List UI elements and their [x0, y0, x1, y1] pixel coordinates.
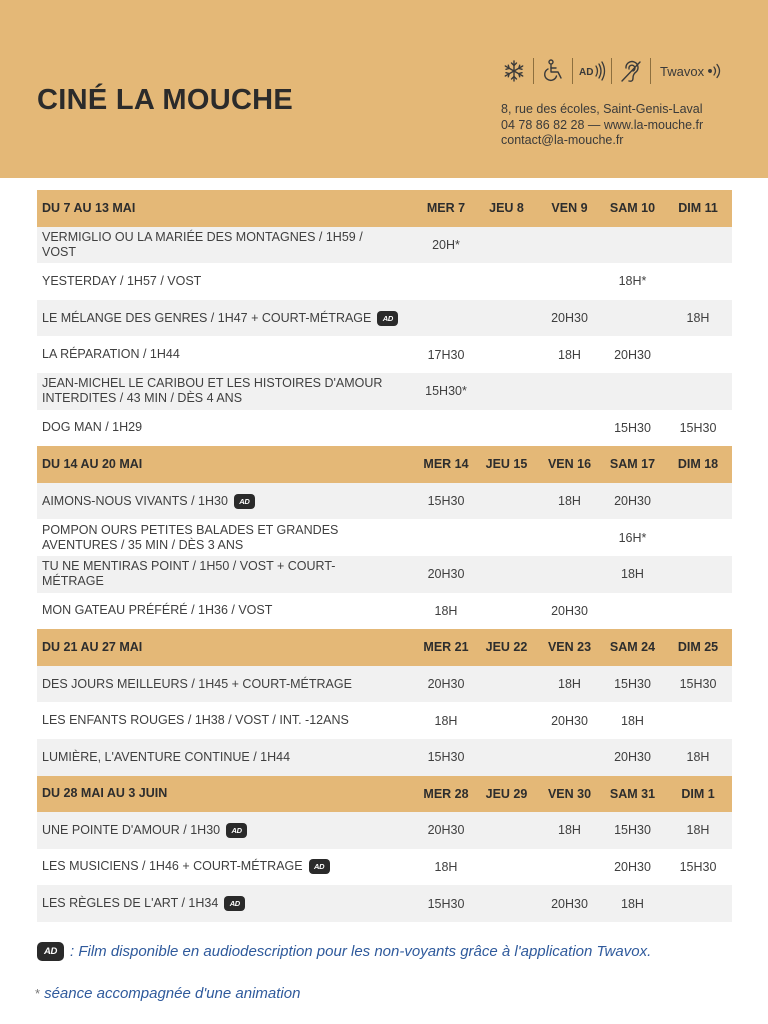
- legend-audiodescription-text: : Film disponible en audiodescription pour les non-voyants grâce à l'application Twavox.: [70, 943, 652, 960]
- week-header-row: [37, 446, 732, 483]
- snowflake-icon: [498, 55, 530, 87]
- film-title-cell: [37, 823, 417, 838]
- showtime-cell: 20H30: [614, 347, 651, 362]
- week-header-row: [37, 190, 732, 227]
- showtime-cell: 20H30: [614, 859, 651, 874]
- day-header: DIM 11: [678, 201, 718, 216]
- showtime-cell: 15H30*: [425, 384, 467, 399]
- audio-description-badge-icon: AD: [37, 942, 64, 961]
- film-title: LE MÉLANGE DES GENRES / 1H47 + COURT-MÉTRAGE: [42, 310, 372, 325]
- legend-animation: [35, 985, 300, 1002]
- day-header: MER 7: [426, 201, 466, 216]
- showtime-cell: 18H: [686, 750, 710, 765]
- film-row: [37, 483, 732, 520]
- film-title: LUMIÈRE, L'AVENTURE CONTINUE / 1H44: [42, 749, 291, 764]
- showtime-cell: 18H: [558, 347, 581, 362]
- film-row: [37, 593, 732, 630]
- address-line: 8, rue des écoles, Saint-Genis-Laval: [501, 102, 703, 116]
- film-row: [37, 666, 732, 703]
- film-title-cell: [37, 274, 417, 289]
- film-title-cell: [37, 494, 417, 509]
- showtime-cell: 20H30: [551, 603, 588, 618]
- day-header: SAM 17: [609, 457, 656, 472]
- showtime-cell: 20H30: [614, 750, 651, 765]
- film-title: AIMONS-NOUS VIVANTS / 1H30: [42, 493, 228, 508]
- showtime-cell: 18H: [434, 859, 458, 874]
- week-header-row: [37, 629, 732, 666]
- film-row: [37, 702, 732, 739]
- film-title-cell: [37, 603, 417, 618]
- film-title-cell: [37, 420, 417, 435]
- film-row: [37, 885, 732, 922]
- film-title: DOG MAN / 1H29: [42, 420, 143, 435]
- twavox-label: Twavox: [660, 63, 705, 79]
- showtime-cell: 15H30: [679, 859, 717, 874]
- film-title-cell: [37, 559, 417, 589]
- showtime-cell: 18H: [686, 311, 710, 326]
- day-header: VEN 30: [547, 786, 592, 801]
- film-title: LES ENFANTS ROUGES / 1H38 / VOST / INT. -12ANS: [42, 713, 349, 728]
- showtime-cell: 15H30: [614, 420, 651, 435]
- icon-divider: [533, 58, 534, 84]
- week-label: DU 14 AU 20 MAI: [42, 456, 143, 471]
- legend-audiodescription: [37, 942, 651, 961]
- day-header: JEU 22: [485, 640, 528, 655]
- film-row: [37, 263, 732, 300]
- week-label: DU 28 MAI AU 3 JUIN: [42, 786, 168, 801]
- film-title: TU NE MENTIRAS POINT / 1H50 / VOST + COURT-MÉTRAGE: [42, 559, 336, 589]
- showtime-cell: 18H: [621, 567, 644, 582]
- film-title-cell: [37, 376, 417, 406]
- twavox-logo: [660, 62, 725, 80]
- film-row: [37, 556, 732, 593]
- showtime-cell: 18H: [558, 677, 581, 692]
- film-row: [37, 227, 732, 264]
- week-header-row: [37, 776, 732, 813]
- phone-web-line: 04 78 86 82 28 — www.la-mouche.fr: [501, 117, 704, 132]
- showtime-cell: 20H30: [427, 567, 465, 582]
- day-header: VEN 9: [551, 201, 588, 216]
- film-title: LES RÈGLES DE L'ART / 1H34: [42, 896, 219, 911]
- day-header: SAM 24: [609, 640, 656, 655]
- film-title: MON GATEAU PRÉFÉRÉ / 1H36 / VOST: [42, 603, 273, 618]
- day-header: JEU 8: [489, 201, 524, 216]
- day-header: DIM 1: [681, 786, 715, 801]
- schedule-table: [37, 190, 732, 922]
- hearing-loop-icon: [615, 55, 647, 87]
- asterisk-icon: *: [35, 986, 41, 1001]
- film-row: [37, 739, 732, 776]
- day-header: SAM 31: [609, 786, 656, 801]
- showtime-cell: 18H*: [618, 274, 647, 289]
- film-title: DES JOURS MEILLEURS / 1H45 + COURT-MÉTRAGE: [42, 676, 352, 691]
- day-header: MER 14: [423, 457, 469, 472]
- film-title: LA RÉPARATION / 1H44: [42, 347, 180, 362]
- audio-description-badge-icon: AD: [309, 859, 330, 874]
- showtime-cell: 20H30: [427, 677, 465, 692]
- film-title-cell: [37, 750, 417, 765]
- legend-animation-text: séance accompagnée d'une animation: [44, 985, 301, 1002]
- showtime-cell: 18H: [434, 713, 458, 728]
- film-title: UNE POINTE D'AMOUR / 1H30: [42, 822, 221, 837]
- day-header: VEN 23: [547, 640, 592, 655]
- showtime-cell: 15H30: [614, 677, 651, 692]
- showtime-cell: 15H30: [427, 750, 465, 765]
- audio-description-badge-icon: AD: [224, 896, 245, 911]
- day-header: JEU 15: [485, 457, 528, 472]
- showtime-cell: 18H: [558, 823, 581, 838]
- week-label: DU 7 AU 13 MAI: [42, 200, 136, 215]
- film-row: [37, 300, 732, 337]
- icon-divider: [650, 58, 651, 84]
- showtime-cell: 18H: [621, 896, 644, 911]
- audio-description-badge-icon: AD: [226, 823, 247, 838]
- showtime-cell: 15H30: [427, 494, 465, 509]
- twavox-icon: [707, 62, 725, 80]
- showtime-cell: 17H30: [427, 347, 465, 362]
- week-label: DU 21 AU 27 MAI: [42, 639, 143, 654]
- film-row: [37, 410, 732, 447]
- audio-description-icon: [576, 55, 608, 87]
- film-title-cell: [37, 523, 417, 553]
- showtime-cell: 18H: [558, 494, 581, 509]
- film-row: [37, 812, 732, 849]
- showtime-cell: 15H30: [679, 677, 717, 692]
- showtime-cell: 20H30: [614, 494, 651, 509]
- film-title-cell: [37, 347, 417, 362]
- film-title-cell: [37, 311, 417, 326]
- day-header: MER 28: [423, 786, 469, 801]
- showtime-cell: 18H: [686, 823, 710, 838]
- day-header: DIM 18: [677, 457, 719, 472]
- day-header: MER 21: [423, 640, 469, 655]
- audio-description-badge-icon: AD: [234, 494, 255, 509]
- svg-text:AD: AD: [579, 67, 594, 78]
- header-banner: [0, 0, 768, 178]
- showtime-cell: 20H30: [551, 311, 588, 326]
- icon-divider: [611, 58, 612, 84]
- film-title: VERMIGLIO OU LA MARIÉE DES MONTAGNES / 1H59 / VOST: [42, 229, 363, 259]
- film-title-cell: [37, 230, 417, 260]
- film-row: [37, 849, 732, 886]
- film-title: YESTERDAY / 1H57 / VOST: [42, 273, 202, 288]
- showtime-cell: 15H30: [427, 896, 465, 911]
- contact-info: [501, 102, 703, 149]
- film-row: [37, 373, 732, 410]
- wheelchair-icon: [537, 55, 569, 87]
- showtime-cell: 20H30: [427, 823, 465, 838]
- film-title-cell: [37, 859, 417, 874]
- film-row: [37, 519, 732, 556]
- email-line: contact@la-mouche.fr: [501, 133, 624, 147]
- showtime-cell: 18H: [434, 603, 458, 618]
- day-header: JEU 29: [485, 786, 528, 801]
- film-title-cell: [37, 896, 417, 911]
- showtime-cell: 15H30: [614, 823, 651, 838]
- showtime-cell: 18H: [621, 713, 644, 728]
- cinema-name: CINÉ LA MOUCHE: [37, 84, 294, 116]
- film-row: [37, 336, 732, 373]
- showtime-cell: 16H*: [618, 530, 647, 545]
- showtime-cell: 20H30: [551, 896, 588, 911]
- icon-divider: [572, 58, 573, 84]
- film-title: POMPON OURS PETITES BALADES ET GRANDES AVENTURES / 35 MIN / DÈS 3 ANS: [42, 522, 339, 552]
- showtime-cell: 20H*: [432, 237, 460, 252]
- film-title: LES MUSICIENS / 1H46 + COURT-MÉTRAGE: [42, 859, 303, 874]
- day-header: DIM 25: [677, 640, 719, 655]
- accessibility-icons: [498, 55, 725, 87]
- day-header: VEN 16: [547, 457, 592, 472]
- showtime-cell: 15H30: [679, 420, 717, 435]
- film-title-cell: [37, 713, 417, 728]
- showtime-cell: 20H30: [551, 713, 588, 728]
- audio-description-badge-icon: AD: [377, 311, 398, 326]
- film-title-cell: [37, 677, 417, 692]
- film-title: JEAN-MICHEL LE CARIBOU ET LES HISTOIRES D'AMOUR INTERDITES / 43 MIN / DÈS 4 ANS: [42, 376, 383, 406]
- day-header: SAM 10: [609, 201, 656, 216]
